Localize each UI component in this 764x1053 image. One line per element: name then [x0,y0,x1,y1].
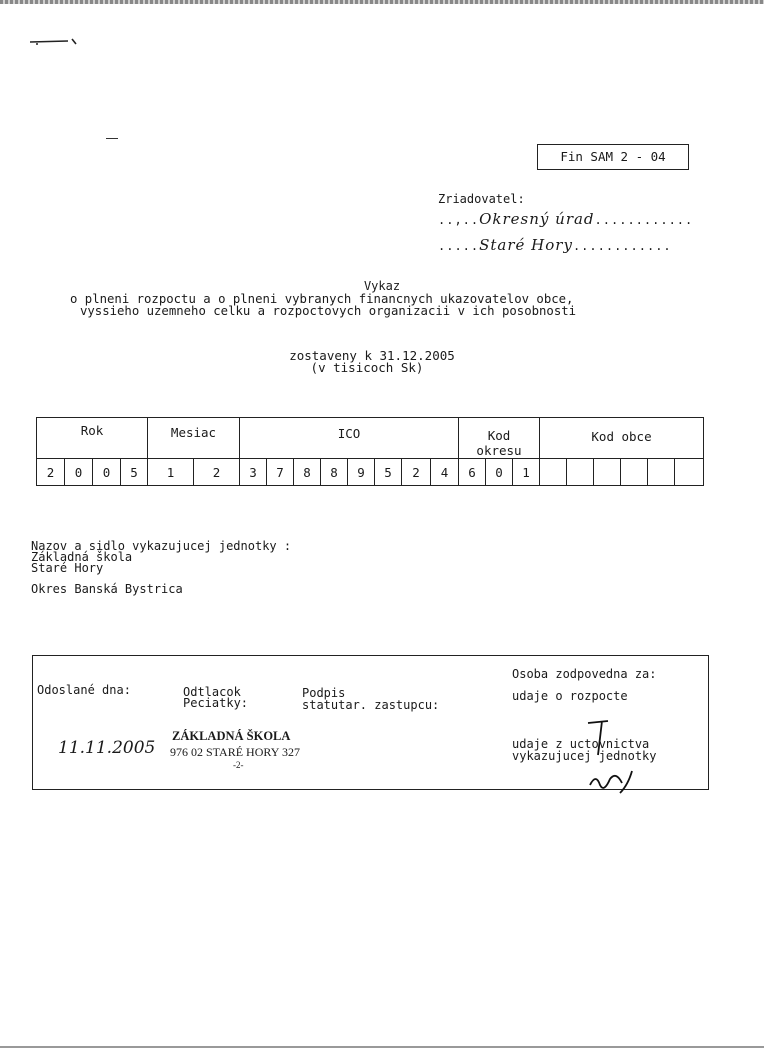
okres-digit: 0 [486,459,513,486]
zriadovatel-handwritten-2: Staré Hory [479,236,573,254]
stamp-line-2: 976 02 STARÉ HORY 327 [170,745,300,759]
vykazujucej-jednotky: vykazujucej jednotky [512,749,657,763]
ico-digit: 8 [294,459,321,486]
mesiac-digit: 2 [194,459,240,486]
udaje-rozpocte: udaje o rozpocte [512,689,628,703]
scan-bottom-edge [0,1046,764,1048]
peciatky-label: Peciatky: [183,696,249,710]
ico-digit: 9 [348,459,375,486]
obec-digit [567,459,594,486]
statutar-label: statutar. zastupcu: [302,698,440,712]
obec-digit [675,459,703,486]
header-kod-okresu: Kod okresu [459,418,540,458]
unit-town: Staré Hory [31,561,104,575]
zriadovatel-line-2: .....Staré Hory............ [438,236,672,254]
odoslane-label: Odoslané dna: [37,683,131,697]
ico-digit: 7 [267,459,294,486]
rok-digit: 0 [65,459,93,486]
header-mesiac: Mesiac [148,418,240,458]
scan-top-edge [0,0,764,4]
odoslane-date: 11.11.2005 [58,738,156,758]
unit-name: Základná škola [31,550,133,564]
stray-dash [106,138,118,139]
unit-district: Okres Banská Bystrica [31,582,183,596]
osoba-label: Osoba zodpovedna za: [512,667,657,681]
obec-digit [648,459,675,486]
header-kod-obce: Kod obce [591,429,652,444]
rok-digit: 5 [121,459,148,486]
zriadovatel-line-1: ..,..Okresný úrad............ [438,210,694,228]
unit-label: Nazov a sidlo vykazujucej jednotky : [31,539,292,553]
obec-digit [594,459,621,486]
stamp-line-1: ZÁKLADNÁ ŠKOLA [172,729,291,743]
mesiac-digit: 1 [148,459,194,486]
form-id: Fin SAM 2 - 04 [560,149,666,164]
stamp-line-3: -2- [233,760,244,770]
podpis-label: Podpis [302,686,346,700]
report-unit: (v tisicoch Sk) [310,360,424,375]
ico-digit: 2 [402,459,431,486]
ico-digit: 5 [375,459,402,486]
signature-accountant [580,715,640,805]
doc-title-line-2: o plneni rozpoctu a o plneni vybranych financnych ukazovatelov obce, [70,292,574,306]
form-id-box [537,144,689,170]
ico-digit: 4 [431,459,459,486]
doc-title-line-3: vyssieho uzemneho celku a rozpoctovych organizacii v ich posobnosti [80,304,577,318]
doc-title: Vykaz [363,279,401,293]
odtlacok-label: Odtlacok [183,685,241,699]
identification-values-row [37,458,703,486]
header-rok: Rok [37,418,148,458]
report-date: zostaveny k 31.12.2005 [289,348,455,363]
udaje-uctovnictva: udaje z uctovnictva [512,737,650,751]
ico-digit: 3 [240,459,267,486]
okres-digit: 1 [513,459,540,486]
identification-table [36,417,704,486]
rok-digit: 2 [37,459,65,486]
rok-digit: 0 [93,459,121,486]
ico-digit: 8 [321,459,348,486]
obec-digit [621,459,648,486]
zriadovatel-handwritten-1: Okresný úrad [479,210,595,228]
obec-digit [540,459,567,486]
corner-mark [28,32,84,48]
header-ico: ICO [240,418,459,458]
okres-digit: 6 [459,459,486,486]
zriadovatel-label: Zriadovatel: [438,192,525,206]
